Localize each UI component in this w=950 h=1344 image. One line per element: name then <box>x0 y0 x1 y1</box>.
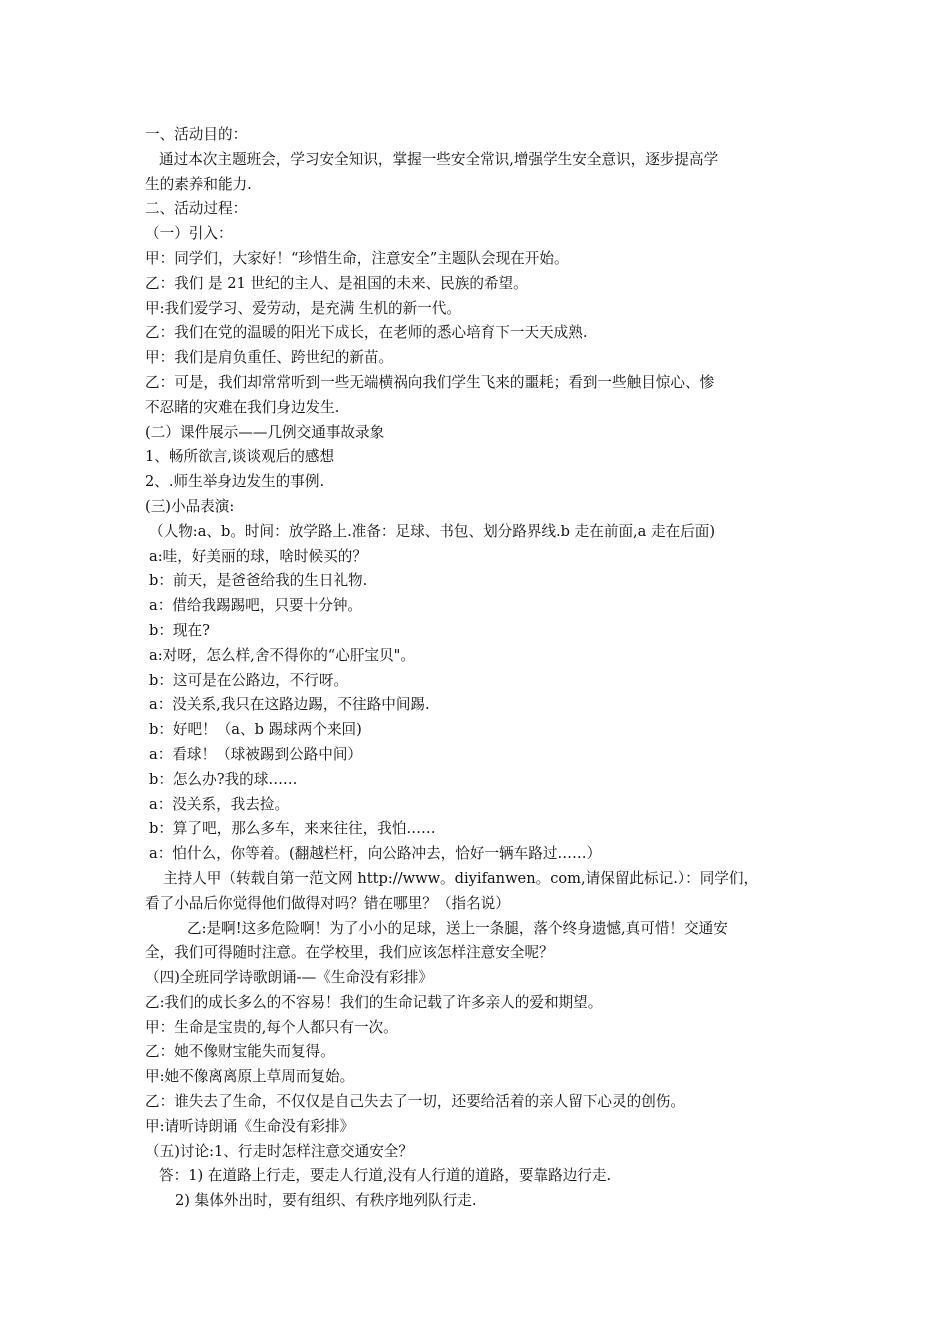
skit-line: b：现在? <box>149 621 210 639</box>
host-line: 主持人甲（转载自第一范文网 http://www。diyifanwen。com,请保留此标记.）：同学们， <box>163 869 759 887</box>
dialogue-line: 甲：我们是肩负重任、跨世纪的新苗。 <box>145 349 394 367</box>
dialogue-line: 全，我们可得随时注意。在学校里，我们应该怎样注意安全呢？ <box>145 944 554 962</box>
document-page <box>145 123 815 1214</box>
list-item: 2、.师生举身边发生的事例. <box>145 473 325 491</box>
paragraph-line: 生的素养和能力. <box>145 175 252 193</box>
section-heading-discussion: （五)讨论:1、行走时怎样注意交通安全？ <box>145 1142 413 1160</box>
dialogue-line: 甲：同学们，大家好！“珍惜生命，注意安全”主题队会现在开始。 <box>145 249 569 267</box>
answer-line: 2) 集体外出时，要有组织、有秩序地列队行走. <box>175 1192 477 1210</box>
skit-line: a：没关系,我只在这路边踢，不往路中间踢. <box>149 696 430 714</box>
dialogue-line: 不忍睹的灾难在我们身边发生. <box>145 398 340 416</box>
skit-setup: （人物:a、b。时间：放学路上.准备：足球、书包、划分路界线.b 走在前面,a 走在后面) <box>149 522 716 540</box>
skit-line: a：借给我踢踢吧，只要十分钟。 <box>149 597 363 615</box>
heading-activity-purpose: 一、活动目的： <box>145 126 248 143</box>
skit-line: b：算了吧，那么多车，来来往往，我怕…… <box>149 820 436 838</box>
dialogue-line: 甲:她不像离离原上草周而复始。 <box>145 1068 355 1086</box>
skit-line: a：怕什么，你等着。(翻越栏杆，向公路冲去，恰好一辆车路过……） <box>149 845 602 863</box>
skit-line: b：好吧！（a、b 踢球两个来回) <box>149 721 362 739</box>
dialogue-line: 乙：我们在党的温暖的阳光下成长，在老师的悉心培育下一天天成熟. <box>145 324 588 342</box>
dialogue-line: 甲：生命是宝贵的,每个人都只有一次。 <box>145 1018 398 1036</box>
host-line: 看了小品后你觉得他们做得对吗？错在哪里？（指名说） <box>145 894 510 912</box>
skit-line: b：前天，是爸爸给我的生日礼物. <box>149 572 368 590</box>
dialogue-line: 乙:我们的成长多么的不容易！我们的生命记载了许多亲人的爱和期望。 <box>145 993 603 1011</box>
skit-line: a：没关系，我去捡。 <box>149 795 290 813</box>
section-heading-intro: （一）引入： <box>145 225 233 243</box>
dialogue-line: 乙:是啊!这多危险啊！为了小小的足球，送上一条腿，落个终身遗憾,真可惜！交通安 <box>187 919 728 937</box>
list-item: 1、畅所欲言,谈谈观后的感想 <box>145 448 335 466</box>
dialogue-line: 乙：可是，我们却常常听到一些无端横祸向我们学生飞来的噩耗；看到一些触目惊心、惨 <box>145 373 715 391</box>
skit-line: a:对呀，怎么样,舍不得你的“心肝宝贝"。 <box>149 646 415 664</box>
dialogue-line: 乙：她不像财宝能失而复得。 <box>145 1043 335 1061</box>
section-heading-skit: (三)小品表演: <box>145 497 235 515</box>
dialogue-line: 甲:请听诗朗诵《生命没有彩排》 <box>145 1117 355 1135</box>
answer-line: 答：1) 在道路上行走，要走人行道,没有人行道的道路，要靠路边行走. <box>159 1167 612 1185</box>
skit-line: b：怎么办?我的球…… <box>149 770 298 788</box>
skit-line: a:哇，好美丽的球，啥时候买的？ <box>149 547 367 565</box>
skit-line: a：看球！（球被踢到公路中间） <box>149 745 363 763</box>
paragraph-line: 通过本次主题班会，学习安全知识，掌握一些安全常识,增强学生安全意识，逐步提高学 <box>159 150 719 168</box>
section-heading-courseware: (二）课件展示——几例交通事故录象 <box>145 423 385 441</box>
section-heading-poem: （四)全班同学诗歌朗诵-—《生命没有彩排》 <box>145 969 433 987</box>
skit-line: b：这可是在公路边，不行呀。 <box>149 671 349 689</box>
dialogue-line: 乙：我们 是 21 世纪的主人、是祖国的未来、民族的希望。 <box>145 274 528 292</box>
dialogue-line: 乙：谁失去了生命，不仅仅是自己失去了一切，还要给活着的亲人留下心灵的创伤。 <box>145 1093 685 1111</box>
heading-activity-process: 二、活动过程： <box>145 200 248 218</box>
dialogue-line: 甲:我们爱学习、爱劳动，是充满 生机的新一代。 <box>145 299 462 317</box>
